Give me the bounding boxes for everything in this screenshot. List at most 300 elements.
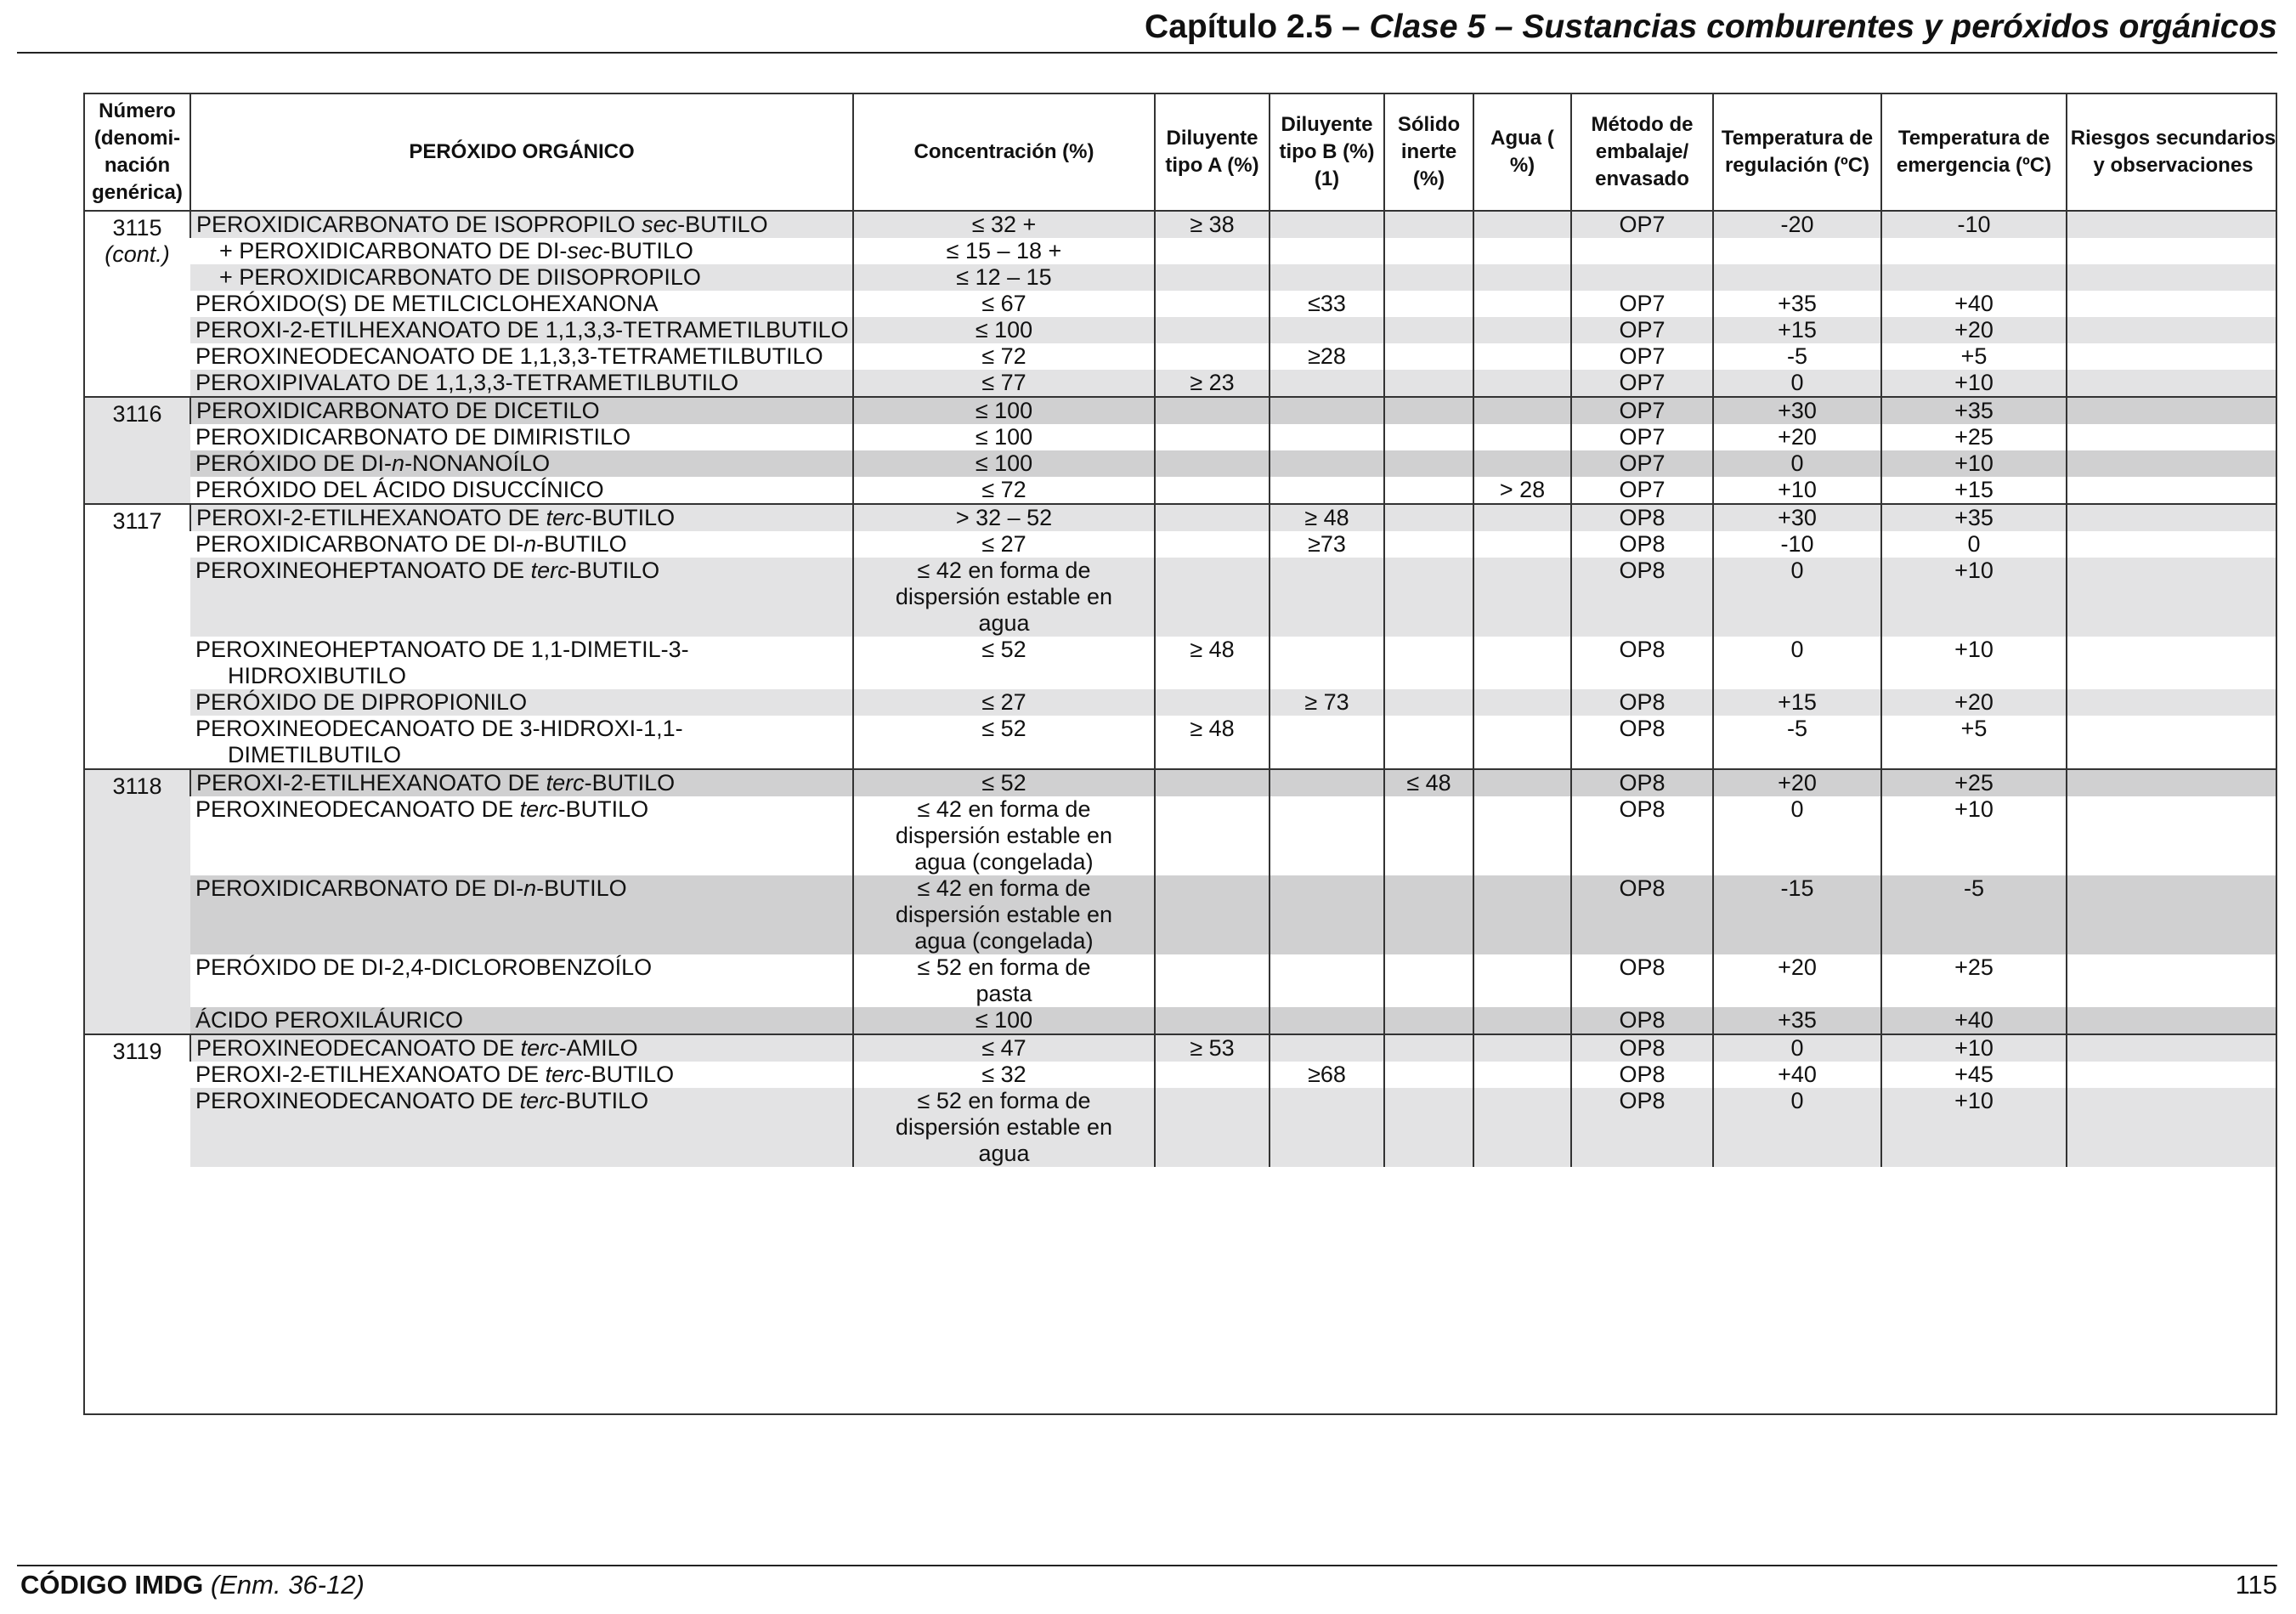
dilB-cell bbox=[1270, 954, 1384, 1007]
temg-cell: +5 bbox=[1881, 716, 2067, 769]
solid-cell bbox=[1384, 317, 1473, 343]
conc-cell: ≤ 52 bbox=[853, 769, 1155, 796]
treg-cell bbox=[1713, 238, 1881, 264]
peroxide-name-part: PERÓXIDO DE DI-2,4-DICLOROBENZOÍLO bbox=[195, 954, 653, 980]
water-cell bbox=[1473, 531, 1571, 558]
conc-cell: ≤ 32 + bbox=[853, 211, 1155, 238]
un-number-cell bbox=[85, 769, 190, 1034]
method-cell: OP8 bbox=[1571, 1007, 1713, 1034]
water-cell bbox=[1473, 424, 1571, 450]
table-row bbox=[85, 424, 2277, 450]
peroxide-name-cell bbox=[190, 954, 853, 1007]
method-cell: OP7 bbox=[1571, 211, 1713, 238]
conc-cell: ≤ 27 bbox=[853, 531, 1155, 558]
treg-cell: -10 bbox=[1713, 531, 1881, 558]
risk-cell bbox=[2067, 317, 2277, 343]
temg-cell: +10 bbox=[1881, 370, 2067, 397]
table-header-row bbox=[85, 94, 2277, 211]
method-cell: OP7 bbox=[1571, 370, 1713, 397]
col-header: Número (denomi- nación genérica) bbox=[85, 94, 190, 211]
peroxide-name bbox=[195, 343, 849, 370]
solid-cell bbox=[1384, 716, 1473, 769]
water-cell bbox=[1473, 317, 1571, 343]
col-header: Riesgos secundarios y observaciones bbox=[2067, 94, 2277, 211]
risk-cell bbox=[2067, 531, 2277, 558]
footer-code-name: CÓDIGO IMDG bbox=[20, 1570, 204, 1600]
peroxide-name-cell bbox=[190, 264, 853, 291]
dilA-cell bbox=[1155, 796, 1270, 875]
dilB-cell bbox=[1270, 1034, 1384, 1062]
peroxide-name-cell bbox=[190, 1088, 853, 1167]
peroxide-name bbox=[195, 1007, 849, 1034]
dilB-cell: ≥68 bbox=[1270, 1062, 1384, 1088]
risk-cell bbox=[2067, 343, 2277, 370]
temg-cell bbox=[1881, 238, 2067, 264]
treg-cell: 0 bbox=[1713, 1088, 1881, 1167]
un-number: 3118 bbox=[112, 773, 162, 799]
peroxide-name bbox=[195, 716, 849, 768]
peroxide-name-part: + PEROXIDICARBONATO DE DIISOPROPILO bbox=[219, 264, 701, 290]
risk-cell bbox=[2067, 689, 2277, 716]
chapter-label: Capítulo 2.5 – bbox=[1145, 8, 1360, 45]
temg-cell: +10 bbox=[1881, 450, 2067, 477]
method-cell: OP8 bbox=[1571, 531, 1713, 558]
conc-cell: > 32 – 52 bbox=[853, 504, 1155, 531]
dilA-cell bbox=[1155, 343, 1270, 370]
footer-rule bbox=[17, 1565, 2277, 1566]
risk-cell bbox=[2067, 291, 2277, 317]
method-cell: OP7 bbox=[1571, 317, 1713, 343]
dilA-cell bbox=[1155, 317, 1270, 343]
water-cell bbox=[1473, 716, 1571, 769]
treg-cell: +35 bbox=[1713, 291, 1881, 317]
peroxide-name-italic: terc bbox=[519, 1088, 558, 1113]
temg-cell: +10 bbox=[1881, 637, 2067, 689]
temg-cell: +10 bbox=[1881, 1034, 2067, 1062]
treg-cell: +15 bbox=[1713, 317, 1881, 343]
peroxide-name-italic: sec bbox=[567, 238, 603, 263]
peroxide-name-cell bbox=[190, 558, 853, 637]
risk-cell bbox=[2067, 954, 2277, 1007]
peroxide-name-part: PEROXIDICARBONATO DE DI- bbox=[195, 875, 524, 901]
conc-cell: ≤ 100 bbox=[853, 1007, 1155, 1034]
solid-cell bbox=[1384, 637, 1473, 689]
risk-cell bbox=[2067, 1062, 2277, 1088]
conc-cell: ≤ 52 en forma de dispersión estable en agua bbox=[853, 1088, 1155, 1167]
conc-cell: ≤ 52 bbox=[853, 637, 1155, 689]
treg-cell: +15 bbox=[1713, 689, 1881, 716]
peroxide-name-part: PEROXI-2-ETILHEXANOATO DE bbox=[196, 505, 546, 530]
peroxide-name-cell bbox=[190, 875, 853, 954]
water-cell bbox=[1473, 558, 1571, 637]
solid-cell bbox=[1384, 689, 1473, 716]
peroxide-name-cell bbox=[190, 716, 853, 769]
conc-cell: ≤ 100 bbox=[853, 397, 1155, 424]
peroxide-name-part: PEROXIPIVALATO DE 1,1,3,3-TETRAMETILBUTILO bbox=[195, 370, 739, 395]
treg-cell: +20 bbox=[1713, 424, 1881, 450]
dilA-cell: ≥ 48 bbox=[1155, 716, 1270, 769]
col-header: Diluyente tipo B (%) (1) bbox=[1270, 94, 1384, 211]
peroxide-name-part: -BUTILO bbox=[602, 238, 693, 263]
peroxide-name-cell bbox=[190, 531, 853, 558]
table-row bbox=[85, 317, 2277, 343]
treg-cell: +40 bbox=[1713, 1062, 1881, 1088]
peroxide-name-cell bbox=[190, 689, 853, 716]
peroxide-name-part: + PEROXIDICARBONATO DE DI- bbox=[219, 238, 568, 263]
peroxide-name-cell bbox=[190, 504, 853, 531]
treg-cell: +10 bbox=[1713, 477, 1881, 504]
peroxide-name-cell bbox=[190, 477, 853, 504]
peroxide-name bbox=[196, 398, 849, 424]
water-cell bbox=[1473, 450, 1571, 477]
dilB-cell bbox=[1270, 875, 1384, 954]
table-row bbox=[85, 291, 2277, 317]
dilA-cell bbox=[1155, 689, 1270, 716]
peroxide-name-italic: terc bbox=[530, 558, 569, 583]
table-row bbox=[85, 397, 2277, 424]
peroxide-name-part: PEROXI-2-ETILHEXANOATO DE bbox=[196, 770, 546, 796]
header-rule bbox=[17, 52, 2277, 54]
dilB-cell bbox=[1270, 450, 1384, 477]
dilA-cell bbox=[1155, 954, 1270, 1007]
water-cell bbox=[1473, 504, 1571, 531]
peroxide-name-part: PEROXINEODECANOATO DE bbox=[196, 1035, 521, 1061]
peroxide-name-part: PERÓXIDO DE DI- bbox=[195, 450, 393, 476]
peroxide-name-cell bbox=[190, 370, 853, 397]
dilA-cell bbox=[1155, 397, 1270, 424]
method-cell: OP7 bbox=[1571, 424, 1713, 450]
peroxide-name bbox=[196, 505, 849, 531]
solid-cell bbox=[1384, 558, 1473, 637]
temg-cell: +35 bbox=[1881, 504, 2067, 531]
un-number-cell bbox=[85, 211, 190, 397]
conc-cell: ≤ 12 – 15 bbox=[853, 264, 1155, 291]
temg-cell: +25 bbox=[1881, 424, 2067, 450]
peroxide-name-part: PEROXIDICARBONATO DE DIMIRISTILO bbox=[195, 424, 631, 450]
conc-cell: ≤ 32 bbox=[853, 1062, 1155, 1088]
peroxide-name-part: -BUTILO bbox=[536, 875, 627, 901]
water-cell bbox=[1473, 1062, 1571, 1088]
solid-cell bbox=[1384, 531, 1473, 558]
peroxide-table-frame bbox=[83, 93, 2277, 1415]
peroxide-name bbox=[195, 954, 849, 981]
un-number-cell bbox=[85, 504, 190, 769]
method-cell bbox=[1571, 238, 1713, 264]
risk-cell bbox=[2067, 370, 2277, 397]
peroxide-name-part: PERÓXIDO DE DIPROPIONILO bbox=[195, 689, 528, 715]
peroxide-name bbox=[219, 264, 701, 290]
peroxide-name bbox=[195, 796, 849, 823]
peroxide-name-cell bbox=[190, 796, 853, 875]
peroxide-name-part: PEROXINEODECANOATO DE bbox=[195, 1088, 520, 1113]
un-number: 3119 bbox=[112, 1039, 162, 1064]
treg-cell bbox=[1713, 264, 1881, 291]
peroxide-name-italic: terc bbox=[546, 770, 585, 796]
solid-cell bbox=[1384, 1007, 1473, 1034]
water-cell bbox=[1473, 954, 1571, 1007]
peroxide-name-part: PEROXINEODECANOATO DE bbox=[195, 796, 520, 822]
method-cell: OP8 bbox=[1571, 637, 1713, 689]
temg-cell: +40 bbox=[1881, 291, 2067, 317]
method-cell: OP7 bbox=[1571, 450, 1713, 477]
peroxide-name bbox=[196, 770, 849, 796]
peroxide-name-cell bbox=[190, 1007, 853, 1034]
dilA-cell bbox=[1155, 769, 1270, 796]
peroxide-name bbox=[195, 558, 849, 584]
dilB-cell bbox=[1270, 477, 1384, 504]
risk-cell bbox=[2067, 397, 2277, 424]
table-row bbox=[85, 716, 2277, 769]
temg-cell: -5 bbox=[1881, 875, 2067, 954]
solid-cell bbox=[1384, 291, 1473, 317]
conc-cell: ≤ 100 bbox=[853, 424, 1155, 450]
dilA-cell bbox=[1155, 450, 1270, 477]
table-row bbox=[85, 450, 2277, 477]
solid-cell bbox=[1384, 211, 1473, 238]
risk-cell bbox=[2067, 716, 2277, 769]
un-number: 3115 bbox=[112, 215, 162, 241]
risk-cell bbox=[2067, 1007, 2277, 1034]
dilA-cell bbox=[1155, 238, 1270, 264]
solid-cell bbox=[1384, 370, 1473, 397]
risk-cell bbox=[2067, 264, 2277, 291]
peroxide-name-part: -NONANOÍLO bbox=[404, 450, 551, 476]
table-row bbox=[85, 1007, 2277, 1034]
table-row bbox=[85, 343, 2277, 370]
treg-cell: 0 bbox=[1713, 558, 1881, 637]
peroxide-name-cell bbox=[190, 211, 853, 238]
treg-cell: +20 bbox=[1713, 954, 1881, 1007]
peroxide-name bbox=[195, 317, 849, 343]
col-header: Concentración (%) bbox=[853, 94, 1155, 211]
peroxide-name-part: PEROXINEOHEPTANOATO DE 1,1-DIMETIL-3-HIDROXIBUTILO bbox=[195, 637, 689, 688]
treg-cell: 0 bbox=[1713, 637, 1881, 689]
table-row bbox=[85, 954, 2277, 1007]
col-header: Temperatura de regulación (ºC) bbox=[1713, 94, 1881, 211]
risk-cell bbox=[2067, 211, 2277, 238]
risk-cell bbox=[2067, 1034, 2277, 1062]
peroxide-name bbox=[195, 477, 849, 503]
solid-cell bbox=[1384, 477, 1473, 504]
table-row bbox=[85, 477, 2277, 504]
col-header: PERÓXIDO ORGÁNICO bbox=[190, 94, 853, 211]
conc-cell: ≤ 77 bbox=[853, 370, 1155, 397]
temg-cell: +35 bbox=[1881, 397, 2067, 424]
solid-cell bbox=[1384, 1088, 1473, 1167]
method-cell: OP8 bbox=[1571, 689, 1713, 716]
dilB-cell bbox=[1270, 1088, 1384, 1167]
method-cell: OP7 bbox=[1571, 397, 1713, 424]
solid-cell bbox=[1384, 424, 1473, 450]
col-header: Diluyente tipo A (%) bbox=[1155, 94, 1270, 211]
solid-cell bbox=[1384, 796, 1473, 875]
method-cell: OP8 bbox=[1571, 716, 1713, 769]
dilA-cell bbox=[1155, 1007, 1270, 1034]
water-cell bbox=[1473, 397, 1571, 424]
temg-cell: -10 bbox=[1881, 211, 2067, 238]
method-cell: OP8 bbox=[1571, 954, 1713, 1007]
risk-cell bbox=[2067, 424, 2277, 450]
peroxide-name-cell bbox=[190, 424, 853, 450]
solid-cell bbox=[1384, 875, 1473, 954]
peroxide-name-italic: terc bbox=[545, 1062, 584, 1087]
dilB-cell: ≤33 bbox=[1270, 291, 1384, 317]
peroxide-name bbox=[195, 424, 849, 450]
table-row bbox=[85, 1088, 2277, 1167]
peroxide-name-cell bbox=[190, 450, 853, 477]
treg-cell: +20 bbox=[1713, 769, 1881, 796]
conc-cell: ≤ 42 en forma de dispersión estable en agua (congelada) bbox=[853, 875, 1155, 954]
conc-cell: ≤ 42 en forma de dispersión estable en agua (congelada) bbox=[853, 796, 1155, 875]
dilA-cell bbox=[1155, 558, 1270, 637]
risk-cell bbox=[2067, 1088, 2277, 1167]
conc-cell: ≤ 42 en forma de dispersión estable en agua bbox=[853, 558, 1155, 637]
conc-cell: ≤ 15 – 18 + bbox=[853, 238, 1155, 264]
peroxide-name bbox=[195, 531, 849, 558]
dilB-cell bbox=[1270, 716, 1384, 769]
peroxide-name-italic: n bbox=[392, 450, 405, 476]
water-cell bbox=[1473, 1034, 1571, 1062]
solid-cell bbox=[1384, 954, 1473, 1007]
conc-cell: ≤ 100 bbox=[853, 317, 1155, 343]
peroxide-name-part: -BUTILO bbox=[584, 770, 676, 796]
peroxide-name-part: PEROXIDICARBONATO DE DICETILO bbox=[196, 398, 600, 423]
risk-cell bbox=[2067, 450, 2277, 477]
table-row bbox=[85, 637, 2277, 689]
dilB-cell bbox=[1270, 264, 1384, 291]
temg-cell: +20 bbox=[1881, 689, 2067, 716]
temg-cell: 0 bbox=[1881, 531, 2067, 558]
dilA-cell: ≥ 38 bbox=[1155, 211, 1270, 238]
dilB-cell: ≥ 48 bbox=[1270, 504, 1384, 531]
table-body bbox=[85, 211, 2277, 1167]
solid-cell bbox=[1384, 238, 1473, 264]
water-cell bbox=[1473, 769, 1571, 796]
peroxide-name-cell bbox=[190, 238, 853, 264]
dilB-cell bbox=[1270, 796, 1384, 875]
peroxide-name-cell bbox=[190, 291, 853, 317]
temg-cell: +25 bbox=[1881, 954, 2067, 1007]
peroxide-name bbox=[195, 637, 849, 689]
peroxide-table bbox=[85, 94, 2277, 1167]
dilA-cell bbox=[1155, 424, 1270, 450]
peroxide-name-part: PEROXIDICARBONATO DE ISOPROPILO bbox=[196, 212, 642, 237]
water-cell bbox=[1473, 264, 1571, 291]
treg-cell: -15 bbox=[1713, 875, 1881, 954]
dilB-cell bbox=[1270, 1007, 1384, 1034]
table-row bbox=[85, 689, 2277, 716]
risk-cell bbox=[2067, 477, 2277, 504]
peroxide-name bbox=[195, 1088, 849, 1114]
table-row bbox=[85, 875, 2277, 954]
peroxide-name-part: -BUTILO bbox=[584, 505, 676, 530]
peroxide-name-cell bbox=[190, 637, 853, 689]
method-cell: OP7 bbox=[1571, 477, 1713, 504]
dilA-cell bbox=[1155, 875, 1270, 954]
temg-cell: +5 bbox=[1881, 343, 2067, 370]
peroxide-name-part: ÁCIDO PEROXILÁURICO bbox=[195, 1007, 464, 1033]
risk-cell bbox=[2067, 238, 2277, 264]
conc-cell: ≤ 27 bbox=[853, 689, 1155, 716]
water-cell bbox=[1473, 1088, 1571, 1167]
peroxide-name-cell bbox=[190, 1034, 853, 1062]
temg-cell: +10 bbox=[1881, 796, 2067, 875]
dilA-cell bbox=[1155, 264, 1270, 291]
temg-cell: +25 bbox=[1881, 769, 2067, 796]
peroxide-name-italic: n bbox=[523, 875, 537, 901]
dilB-cell bbox=[1270, 769, 1384, 796]
method-cell: OP8 bbox=[1571, 1034, 1713, 1062]
treg-cell: 0 bbox=[1713, 370, 1881, 397]
peroxide-name-part: -BUTILO bbox=[568, 558, 660, 583]
un-number-note: (cont.) bbox=[105, 241, 170, 267]
solid-cell bbox=[1384, 1062, 1473, 1088]
dilB-cell: ≥ 73 bbox=[1270, 689, 1384, 716]
treg-cell: +30 bbox=[1713, 397, 1881, 424]
peroxide-name-part: -BUTILO bbox=[677, 212, 768, 237]
col-header: Método de embalaje/ envasado bbox=[1571, 94, 1713, 211]
peroxide-name-part: PEROXIDICARBONATO DE DI- bbox=[195, 531, 524, 557]
risk-cell bbox=[2067, 637, 2277, 689]
treg-cell: +35 bbox=[1713, 1007, 1881, 1034]
water-cell bbox=[1473, 211, 1571, 238]
table-row bbox=[85, 211, 2277, 238]
peroxide-name-cell bbox=[190, 343, 853, 370]
peroxide-name-part: PEROXINEODECANOATO DE 3-HIDROXI-1,1-DIMETILBUTILO bbox=[195, 716, 683, 767]
peroxide-name-part: -AMILO bbox=[558, 1035, 638, 1061]
un-number: 3117 bbox=[112, 508, 162, 534]
temg-cell: +45 bbox=[1881, 1062, 2067, 1088]
table-row bbox=[85, 504, 2277, 531]
treg-cell: -5 bbox=[1713, 343, 1881, 370]
dilA-cell bbox=[1155, 291, 1270, 317]
peroxide-name bbox=[195, 689, 849, 716]
solid-cell bbox=[1384, 264, 1473, 291]
dilB-cell bbox=[1270, 424, 1384, 450]
method-cell: OP8 bbox=[1571, 875, 1713, 954]
peroxide-name-part: -BUTILO bbox=[557, 796, 649, 822]
risk-cell bbox=[2067, 769, 2277, 796]
solid-cell bbox=[1384, 450, 1473, 477]
footer-edition: (Enm. 36-12) bbox=[210, 1570, 365, 1600]
conc-cell: ≤ 72 bbox=[853, 343, 1155, 370]
peroxide-name-part: -BUTILO bbox=[583, 1062, 675, 1087]
method-cell: OP8 bbox=[1571, 558, 1713, 637]
risk-cell bbox=[2067, 504, 2277, 531]
peroxide-name-italic: terc bbox=[520, 1035, 559, 1061]
temg-cell: +10 bbox=[1881, 558, 2067, 637]
risk-cell bbox=[2067, 558, 2277, 637]
table-row bbox=[85, 370, 2277, 397]
dilB-cell bbox=[1270, 211, 1384, 238]
conc-cell: ≤ 67 bbox=[853, 291, 1155, 317]
method-cell: OP7 bbox=[1571, 291, 1713, 317]
temg-cell: +40 bbox=[1881, 1007, 2067, 1034]
water-cell bbox=[1473, 238, 1571, 264]
peroxide-name-part: PERÓXIDO(S) DE METILCICLOHEXANONA bbox=[195, 291, 659, 316]
temg-cell: +10 bbox=[1881, 1088, 2067, 1167]
un-number-cell bbox=[85, 1034, 190, 1167]
water-cell bbox=[1473, 796, 1571, 875]
peroxide-name-italic: terc bbox=[519, 796, 558, 822]
table-row bbox=[85, 238, 2277, 264]
un-number: 3116 bbox=[112, 401, 162, 427]
un-number-cell bbox=[85, 397, 190, 504]
table-row bbox=[85, 1034, 2277, 1062]
water-cell bbox=[1473, 370, 1571, 397]
method-cell: OP8 bbox=[1571, 796, 1713, 875]
water-cell bbox=[1473, 637, 1571, 689]
